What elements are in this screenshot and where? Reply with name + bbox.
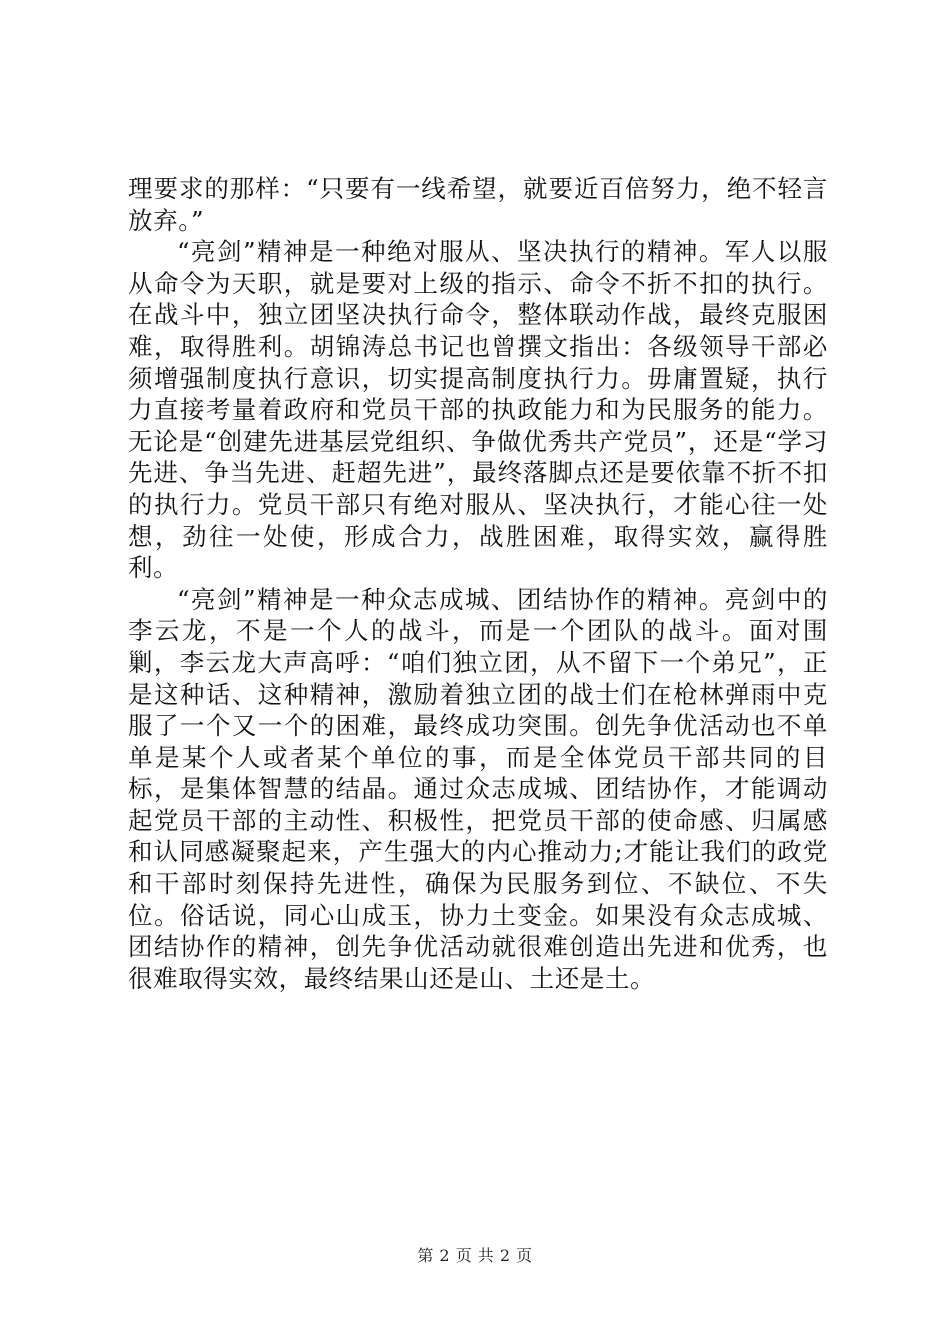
paragraph-teamwork: “亮剑”精神是一种众志成城、团结协作的精神。亮剑中的李云龙，不是一个人的战斗，而是一个团队的战斗。面对围剿，李云龙大声高呼：“咱们独立团，从不留下一个弟兄”，正是这种话、这种精神，激励着独立团的战士们在枪林弹雨中克服了一个又一个的困难，最终成功突围。创先争优活动也不单单是某个人或者某个单位的事，而是全体党员干部共同的目标，是集体智慧的结晶。通过众志成城、团结协作，才能调动起党员干部的主动性、积极性，把党员干部的使命感、归属感和认同感凝聚起来，产生强大的内心推动力;才能让我们的政党和干部时刻保持先进性，确保为民服务到位、不缺位、不失位。俗话说，同心山成玉，协力土变金。如果没有众志成城、团结协作的精神，创先争优活动就很难创造出先进和优秀，也很难取得实效，最终结果山还是山、土还是土。 — [128, 584, 828, 993]
paragraph-obedience: “亮剑”精神是一种绝对服从、坚决执行的精神。军人以服从命令为天职，就是要对上级的指示、命令不折不扣的执行。在战斗中，独立团坚决执行命令，整体联动作战，最终克服困难，取得胜利。胡锦涛总书记也曾撰文指出：各级领导干部必须增强制度执行意识，切实提高制度执行力。毋庸置疑，执行力直接考量着政府和党员干部的执政能力和为民服务的能力。无论是“创建先进基层党组织、争做优秀共产党员”，还是“学习先进、争当先进、赶超先进”，最终落脚点还是要依靠不折不扣的执行力。党员干部只有绝对服从、坚决执行，才能心往一处想，劲往一处使，形成合力，战胜困难，取得实效，赢得胜利。 — [128, 237, 828, 583]
document-body — [128, 173, 828, 994]
paragraph-continuation: 理要求的那样：“只要有一线希望，就要近百倍努力，绝不轻言放弃。” — [128, 174, 828, 235]
page-number-footer: 第 2 页 共 2 页 — [417, 1246, 533, 1265]
